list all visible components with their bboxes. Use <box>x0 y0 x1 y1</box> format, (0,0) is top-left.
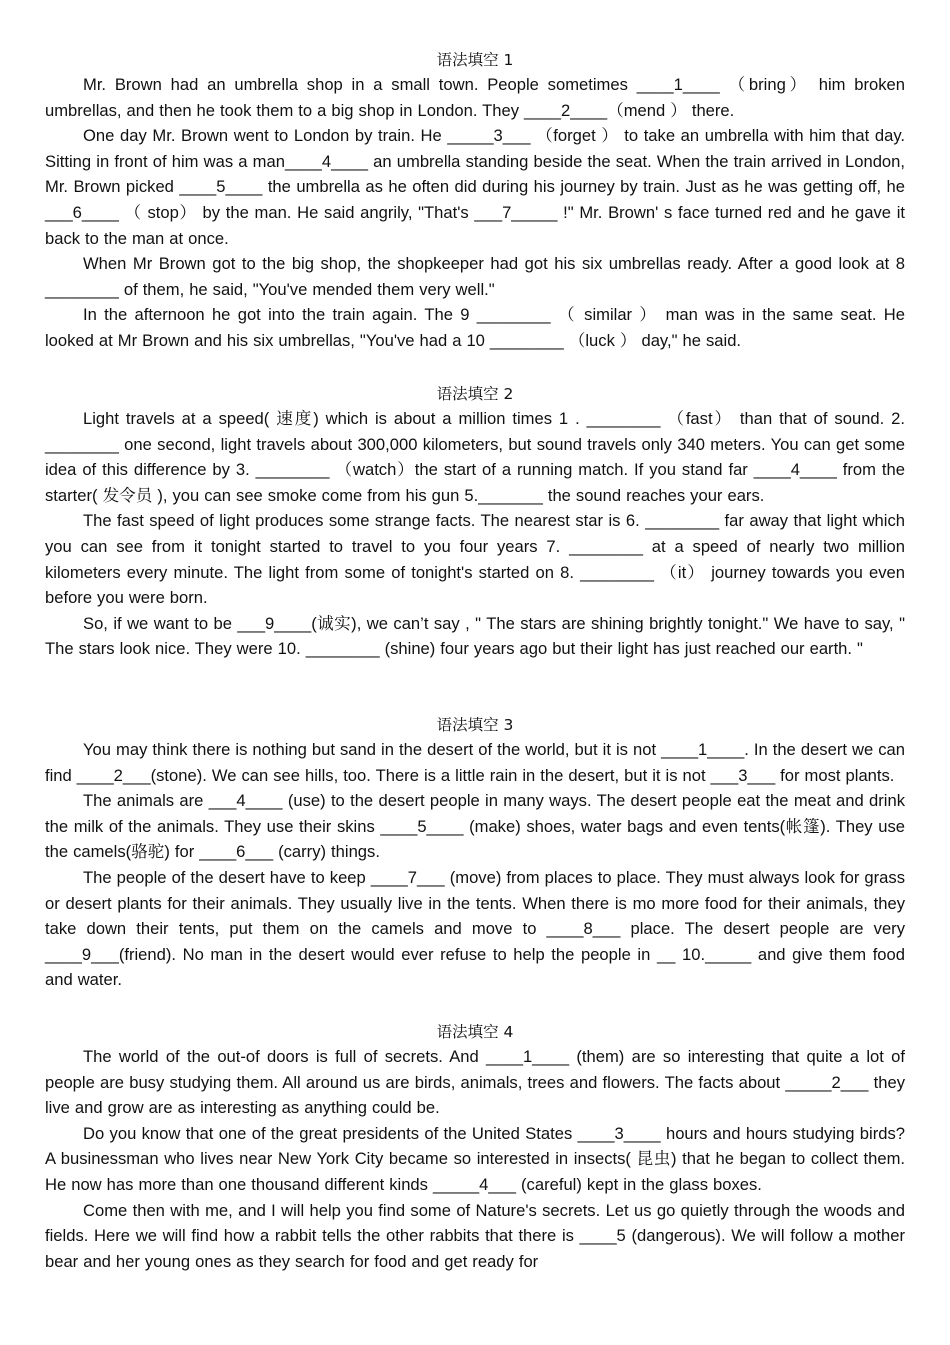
section-title: 语法填空 1 <box>436 51 514 69</box>
section-title: 语法填空 4 <box>436 1023 514 1041</box>
paragraph: The fast speed of light produces some strange facts. The nearest star is 6. ________ far away that light which you can see from it tonight started to travel to you four years 7. ________ at a speed of nearly two million kilometers every minute. The light from some of tonight's started on 8. ________ （it） journey towards you even before you were born. <box>45 511 905 608</box>
paragraph: In the afternoon he got into the train again. The 9 ________ （ similar ） man was in the same seat. He looked at Mr Brown and his six umbrellas, "You've had a 10 ________ （luck ） day," he said. <box>45 305 905 350</box>
section-4 <box>0 1020 950 1274</box>
paragraph: You may think there is nothing but sand in the desert of the world, but it is not ____1____. In the desert we can find ____2___(stone). We can see hills, too. There is a little rain in the desert, but it is not ___3___ for most plants. <box>45 740 905 785</box>
section-2 <box>0 382 950 662</box>
section-title: 语法填空 3 <box>436 716 514 734</box>
paragraph: Mr. Brown had an umbrella shop in a small town. People sometimes ____1____ （bring） him broken umbrellas, and then he took them to a big shop in London. They ____2____（mend ） there. <box>45 75 905 120</box>
paragraph: So, if we want to be ___9____(诚实), we can’t say , " The stars are shining brightly tonight." We have to say, " The stars look nice. They were 10. ________ (shine) four years ago but their light has just reached our earth. " <box>45 613 905 659</box>
paragraph: The animals are ___4____ (use) to the desert people in many ways. The desert people eat the meat and drink the milk of the animals. They use their skins ____5____ (make) shoes, water bags and even tents(帐篷). They use the camels(骆驼) for ____6___ (carry) things. <box>45 791 905 862</box>
paragraph: The world of the out-of doors is full of secrets. And ____1____ (them) are so interesting that quite a lot of people are busy studying them. All around us are birds, animals, trees and flowers. The facts about _____2___ they live and grow are as interesting as anything could be. <box>45 1047 905 1118</box>
paragraph: Come then with me, and I will help you find some of Nature's secrets. Let us go quietly through the woods and fields. Here we will find how a rabbit tells the other rabbits that there is ____5 (dangerous). We will follow a mother bear and her young ones as they search for food and get ready for <box>45 1200 905 1271</box>
paragraph: When Mr Brown got to the big shop, the shopkeeper had got his six umbrellas ready. After a good look at 8 ________ of them, he said, "You've mended them very well." <box>45 254 905 299</box>
section-1 <box>0 48 950 354</box>
section-title: 语法填空 2 <box>436 385 514 403</box>
paragraph: Do you know that one of the great presidents of the United States ____3____ hours and hours studying birds? A businessman who lives near New York City became so interested in insects( 昆虫) that he began to collect them. He now has more than one thousand different kinds _____4___ (careful) kept in the glass boxes. <box>45 1123 905 1194</box>
paragraph: One day Mr. Brown went to London by train. He _____3___ （forget ） to take an umbrella with him that day. Sitting in front of him was a man____4____ an umbrella standing beside the seat. When the train arrived in London, Mr. Brown picked ____5____ the umbrella as he often did during his journey by train. Just as he was getting off, he ___6____ （ stop） by the man. He said angrily, "That's ___7_____ !" Mr. Brown' s face turned red and he gave it back to the man at once. <box>45 126 905 248</box>
section-3 <box>0 713 950 993</box>
paragraph: The people of the desert have to keep ____7___ (move) from places to place. They must always look for grass or desert plants for their animals. They usually live in the tents. When there is mo more food for their animals, they take down their tents, put them on the camels and move to ____8___ place. The desert people are very ____9___(friend). No man in the desert would ever refuse to help the people in __ 10._____ and give them food and water. <box>45 867 905 990</box>
paragraph: Light travels at a speed( 速度) which is about a million times 1 . ________ （fast） than that of sound. 2. ________ one second, light travels about 300,000 kilometers, but sound travels only 340 meters. You can get some idea of this difference by 3. ________ （watch）the start of a running match. If you stand far ____4____ from the starter( 发令员 ), you can see smoke come from his gun 5._______ the sound reaches your ears. <box>45 409 905 505</box>
